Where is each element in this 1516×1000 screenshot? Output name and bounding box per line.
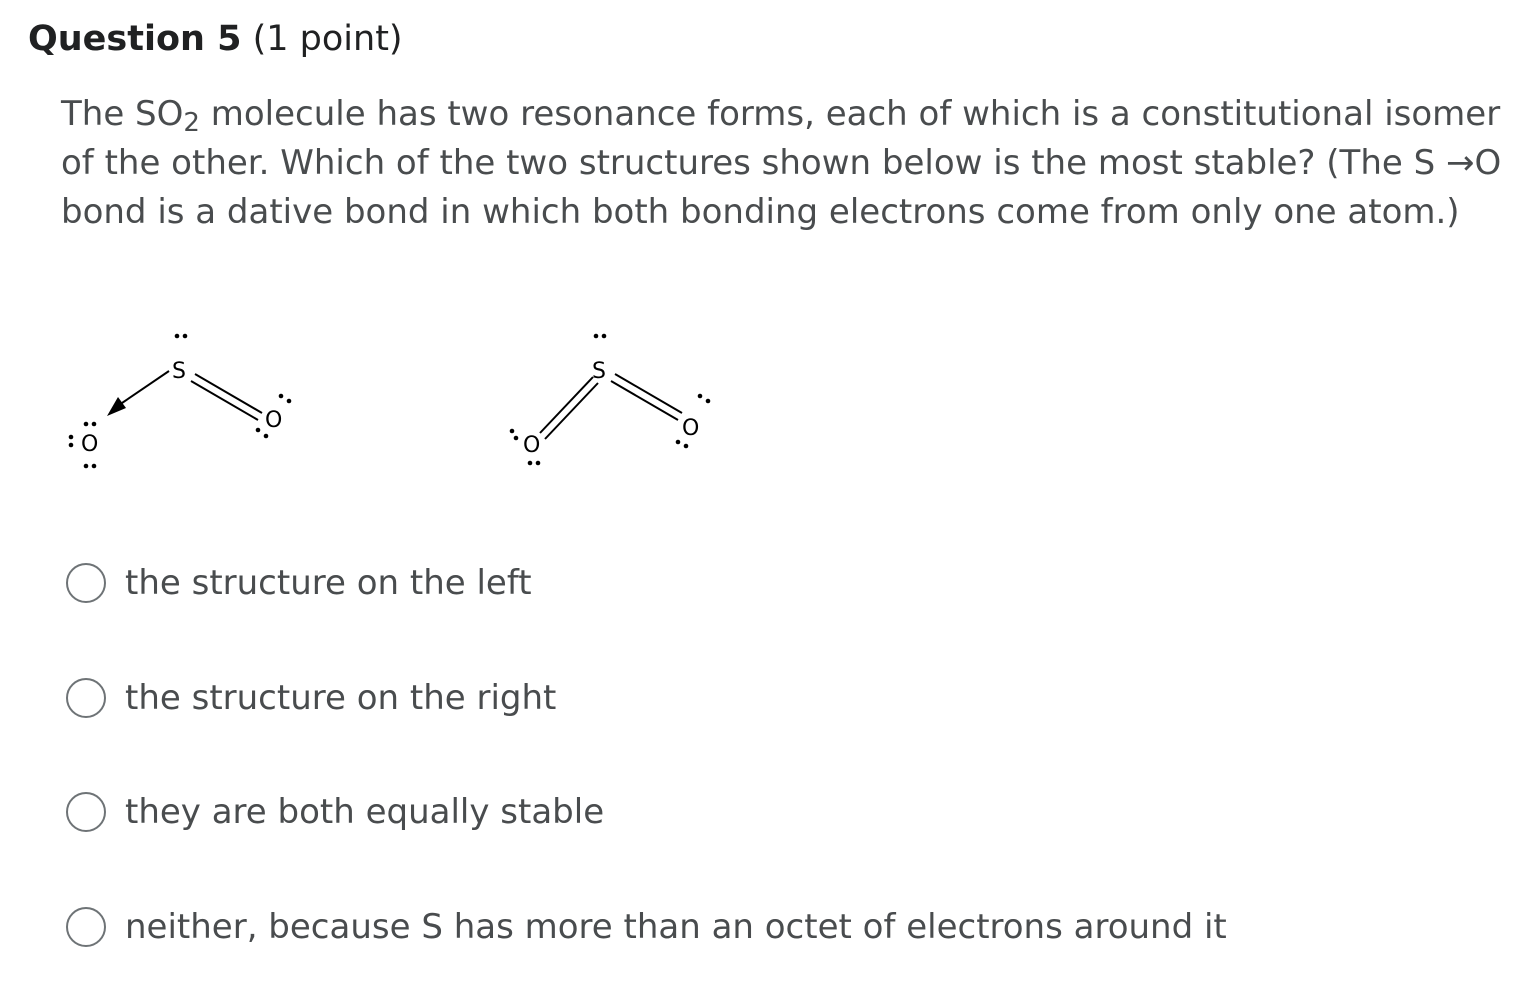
left-oxygen-a-label: O: [81, 432, 99, 457]
left-structure: [69, 334, 292, 469]
right-oxygen-b-label: O: [682, 416, 700, 441]
right-sulfur-label: S: [592, 359, 606, 384]
stem-subscript: 2: [183, 108, 200, 138]
right-structure: [510, 334, 711, 466]
radio-button-option-2[interactable]: [66, 678, 106, 718]
answer-option-1[interactable]: [66, 561, 532, 605]
question-header: [28, 16, 403, 62]
left-oxygen-b-label: O: [265, 408, 283, 433]
answer-option-3[interactable]: [66, 790, 604, 834]
stem-text-part1: The SO: [61, 94, 184, 134]
question-title: Question 5: [28, 19, 242, 59]
so2-resonance-structures-figure: [0, 300, 760, 500]
answer-option-4[interactable]: [66, 905, 1227, 949]
option-2-label[interactable]: the structure on the right: [125, 678, 557, 718]
right-oxygen-a-label: O: [523, 433, 541, 458]
radio-button-option-3[interactable]: [66, 792, 106, 832]
answer-option-2[interactable]: [66, 676, 556, 720]
radio-button-option-1[interactable]: [66, 563, 106, 603]
option-3-label[interactable]: they are both equally stable: [125, 792, 605, 832]
radio-button-option-4[interactable]: [66, 907, 106, 947]
left-sulfur-label: S: [172, 359, 186, 384]
option-4-label[interactable]: neither, because S has more than an octet of electrons around it: [125, 907, 1227, 947]
question-stem: [61, 90, 1506, 237]
option-1-label[interactable]: the structure on the left: [125, 563, 532, 603]
structures-image: [0, 300, 760, 500]
stem-text-part2: molecule has two resonance forms, each of which is a constitutional isomer of the other. Which of the two structures shown below is the most stable? (The S →O bond is a dative bond in which both bonding electrons come from only one atom.): [61, 94, 1502, 232]
question-points: (1 point): [252, 19, 403, 59]
